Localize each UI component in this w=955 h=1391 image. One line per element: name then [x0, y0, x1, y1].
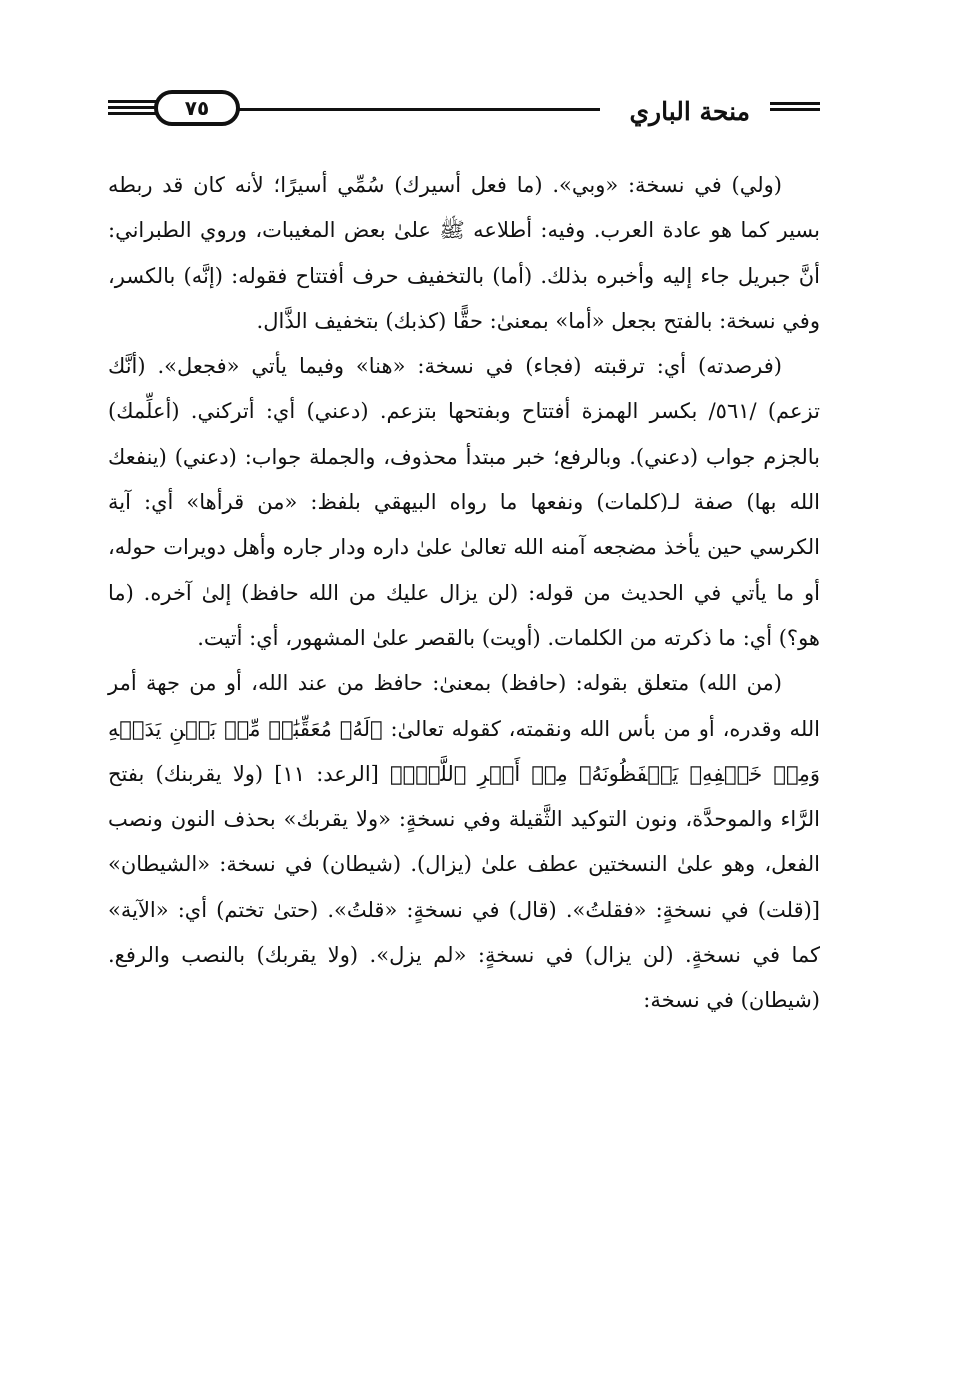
header-rule-right [770, 102, 820, 114]
header-rule [228, 108, 600, 111]
page-header [108, 88, 820, 138]
running-title: منحة الباري [629, 97, 750, 126]
paragraph-2: (فرصدته) أي: ترقبته (فجاء) في نسخة: «هنا» وفيما يأتي «فجعل». (أنَّك تزعم) /٥٦١/ بكسر الهمزة أفتتاح وبفتحها بتزعم. (دعني) أي: أتركني. (أعلِّمك) بالجزم جواب (دعني). وبالرفع؛ خبر مبتدأ محذوف، والجملة جواب: (دعني) (ينفعك الله بها) صفة لـ(كلمات) ونفعها ما رواه البيهقي بلفظ: «من قرأها» أي: آية الكرسي حين يأخذ مضجعه آمنه الله تعالىٰ علىٰ داره ودار جاره وأهل دويرات حوله، أو ما يأتي في الحديث من قوله: (لن يزال عليك من الله حافظ) إلىٰ آخره. (ما هو؟) أي: ما ذكرته من الكلمات. (أويت) بالقصر علىٰ المشهور، أي: أتيت. [108, 354, 820, 650]
page-number: ٧٥ [154, 90, 240, 126]
paragraph-1: (ولي) في نسخة: «وبي». (ما فعل أسيرك) سُمِّي أسيرًا؛ لأنه كان قد ربطه بسير كما هو عادة العرب. وفيه: أطلاعه ﷺ علىٰ بعض المغيبات، وروي الطبراني: أنَّ جبريل جاء إليه وأخبره بذلك. (أما) بالتخفيف حرف أفتتاح فقوله: (إنَّه) بالكسر، وفي نسخة: بالفتح بجعل «أما» بمعنىٰ: حقًّا (كذبك) بتخفيف الذَّال. [108, 173, 820, 333]
header-rule-left [108, 100, 158, 116]
page-body [108, 163, 820, 1024]
paragraph-3: (من الله) متعلق بقوله: (حافظ) بمعنىٰ: حافظ من عند الله، أو من جهة أمر الله وقدره، أو من بأس الله ونقمته، كقوله تعالىٰ: ﴿لَهُۥ مُعَقِّبَٰتٞ مِّنۢ بَيۡنِ يَدَيۡهِ وَمِنۡ خَلۡفِهِۦ يَحۡفَظُونَهُۥ مِنۡ أَمۡرِ ٱللَّهِۗ﴾ [الرعد: ١١] (ولا يقربنك) بفتح الرَّاء والموحدَّة، ونون التوكيد الثَّقيلة وفي نسخةٍ: «ولا يقربك» بحذف النون ونصب الفعل، وهو علىٰ النسختين عطف علىٰ (يزال). (شيطان) في نسخة: «الشيطان» [(قلت) في نسخةٍ: «فقلتُ». (قال) في نسخةٍ: «قلتُ». (حتىٰ تختم) أي: «الآية» كما في نسخةٍ. (لن يزال) في نسخةٍ: «لم يزل». (ولا يقربك) بالنصب والرفع. (شيطان) في نسخة: [108, 671, 820, 1013]
